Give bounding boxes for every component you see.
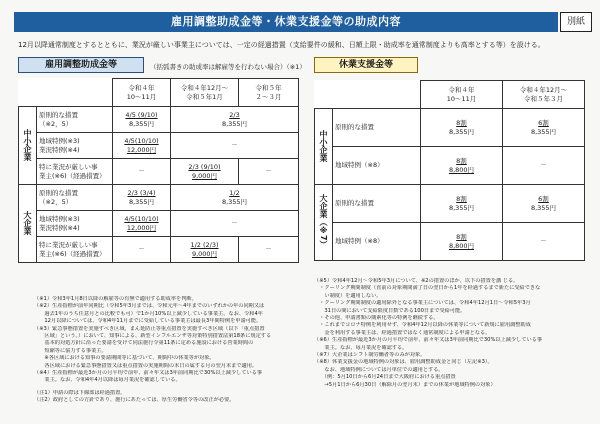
table-cell: 1/2 (2/3) 9,000円 <box>171 237 239 263</box>
footnote-line: 区域」という。）において、知事による、新型インフルエンザ等対策特別措置法第18条に規定する <box>34 333 272 340</box>
table-cell: 2/3 (9/10) 9,000円 <box>171 159 239 185</box>
table-cell: － <box>503 147 585 185</box>
footnote-line: 31日の間において支給限度日数である100日まで受給可能。 <box>314 307 466 314</box>
left-section-note: （括弧書きの助成率は解雇等を行わない場合）（※1） <box>150 63 306 71</box>
row-label: 原則的な措置 （※2，5） <box>37 185 113 211</box>
right-footnotes <box>314 278 594 389</box>
footnote-line: （※4）生産指標が最近3か月の月平均で前年、前々年又は3年前同期比で30%以上減少している事 <box>34 370 263 377</box>
table-cell: － <box>171 133 299 159</box>
row-label: 特に業況が厳しい事 業主(※6)（経過措置） <box>37 237 113 263</box>
footnote-line: （注2）政府としての方針であり、施行にあたっては、厚生労働省令等の改正が必要。 <box>34 397 235 404</box>
footnote-line: 業主。なお、令和4年4月以降は毎月業況を確認している。 <box>34 377 181 384</box>
table-cell: － <box>239 159 299 185</box>
intro-text: 12月以降通常制度とするとともに、業況が厳しい事業主については、一定の経過措置（支給要件の緩和、日額上限・助成率を通常制度よりも高率とする等）を設ける。 <box>18 41 545 49</box>
table-cell: 8割 8,800円 <box>421 223 503 261</box>
table-cell: 4/5(10/10) 12,000円 <box>113 211 171 237</box>
attachment-label: 別紙 <box>560 12 592 32</box>
footnote-line: 12月以降については、令和4年11月までに受給している事業主は最長3年間特例を申請可能。 <box>34 318 262 325</box>
footnote-line: ・クーリング期間制度（直前の対象期間満了日の翌日から1年を経過するまで新たに受給できな <box>314 285 541 292</box>
large-row-label: 大企業（※7） <box>315 185 333 261</box>
column-header: 令和４年 10～11月 <box>421 81 503 109</box>
large-row-label: 大企業 <box>19 185 37 263</box>
leave-support-table <box>314 80 585 261</box>
table-cell: － <box>113 159 171 185</box>
sme-row-label: 中小企業 <box>315 109 333 185</box>
row-label: 特に業況が厳しい事 業主(※6)（経過措置） <box>37 159 113 185</box>
footnote-line: なお、地域特例については月単位での適用とする。 <box>314 366 444 373</box>
left-footnotes <box>34 296 304 405</box>
footnote-line: 金を利用する事業主は、経過措置ではなく通常制度による申請となる。 <box>314 329 491 336</box>
footnote-line: （※3）緊急事態措置を実施すべき区域、まん延防止等重点措置を実施すべき区域（以下「重点措置 <box>34 325 265 332</box>
column-header: 令和４年 10～11月 <box>113 79 171 107</box>
footnote-line: （※5）令和4年12月～令和5年3月について、※2の措置のほか、以下の措置を講 じる。 <box>314 278 519 284</box>
table-cell: 1/2 8,355円 <box>171 185 299 211</box>
table-cell: 4/5 (9/10) 8,355円 <box>113 107 171 133</box>
row-label: 原則的な措置 （※2，5） <box>37 107 113 133</box>
table-cell: － <box>171 211 299 237</box>
footnote-line: 過去1年のうち任意月との比較でも可）で1か月10%以上減少している事業主。なお、令和4年 <box>34 310 263 317</box>
row-label: 原則的な措置 <box>333 109 421 147</box>
left-section-title: 雇用調整助成金等 <box>18 57 144 73</box>
footnote-line: （※1）令和3年1月8日以降の解雇等の有無で適用する助成率を判断。 <box>34 296 197 302</box>
column-header: 令和４年12月～ 令和５年1月 <box>171 79 239 107</box>
employment-adjustment-table <box>18 78 299 263</box>
row-label: 原則的な措置 <box>333 185 421 223</box>
row-label: 地域特例（※8） <box>333 223 421 261</box>
row-label: 地域特例(※3) 業況特例(※4) <box>37 133 113 159</box>
footnote-line: ・これまでコロナ特例を利用せず、令和4年12月以降の休業等について新規に雇用調整助成 <box>314 322 531 329</box>
footnote-line: →5月1日から6月30日（解除月の翌月末）までの休業が地域特例の対象） <box>314 381 496 388</box>
footnote-line: い制度）を適用しない。 <box>314 292 382 299</box>
row-label: 地域特例（※8） <box>333 147 421 185</box>
footnote-line: 業主。なお、毎月業況を確認する。 <box>314 344 408 351</box>
table-cell: 2/3 (3/4) 8,355円 <box>113 185 171 211</box>
table-cell: 6割 8,355円 <box>503 185 585 223</box>
footnote-line: （※6）生産指標が最近3か月の月平均で前年、前々年又は3年前同期比で30%以上減少している事 <box>314 337 543 344</box>
footnote-line: （※7）大企業はシフト制労働者等のみが対象。 <box>314 352 426 359</box>
column-header: 令和５年 ２～３月 <box>239 79 299 107</box>
table-cell: 8割 8,355円 <box>421 185 503 223</box>
page-title: 雇用調整助成金等・休業支援金等の助成内容 <box>14 12 558 32</box>
footnote-line: ・クーリング期間制度の適用除外となる事業主については、令和4年12月1日～令和5年3月 <box>314 300 531 307</box>
footnote-line: （注1）申請の際は下線部は経過措置。 <box>34 389 126 396</box>
footnote-line: ・その他、申請書類の簡素化等の特例を継続する。 <box>314 315 439 322</box>
table-cell: 8割 8,355円 <box>421 109 503 147</box>
table-cell: － <box>239 237 299 263</box>
footnote-line: ※各区域における知事の要請期間等に基づいて、期間中の休業等が対象。 <box>34 355 215 362</box>
table-cell: － <box>503 223 585 261</box>
footnote-line: 短縮等に協力する事業主。 <box>34 347 107 354</box>
table-cell: 4/5(10/10) 12,000円 <box>113 133 171 159</box>
footnote-line: （※2）生産指標が前年同期比（令和5年3月までは、令和元年～4年までのいずれかの年の同期又は <box>34 303 265 310</box>
table-cell: － <box>113 237 171 263</box>
footnote-line: 基本的対処方針に沿った要請を受けて同法施行令第11条に定める施設における営業時間の <box>34 340 254 347</box>
footnote-line: （例：5月10日から6月24日まで大阪府における重点措置 <box>314 374 456 381</box>
table-cell: 6割 8,355円 <box>503 109 585 147</box>
column-header: 令和４年12月～ 令和５年３月 <box>503 81 585 109</box>
row-label: 地域特例(※3) 業況特例(※4) <box>37 211 113 237</box>
footnote-line: 各区域における緊急事態措置又は重点措置の実施期間の末日の属する月の翌月末まで適用。 <box>34 362 258 369</box>
table-cell: 8割 8,800円 <box>421 147 503 185</box>
footnote-line: （※8）休業支援金の地域特例の対象は、雇用調整助成金と同じ（左記※3）。 <box>314 359 493 366</box>
right-section-title: 休業支援金等 <box>314 57 418 73</box>
sme-row-label: 中小企業 <box>19 107 37 185</box>
table-cell: 2/3 8,355円 <box>171 107 299 133</box>
